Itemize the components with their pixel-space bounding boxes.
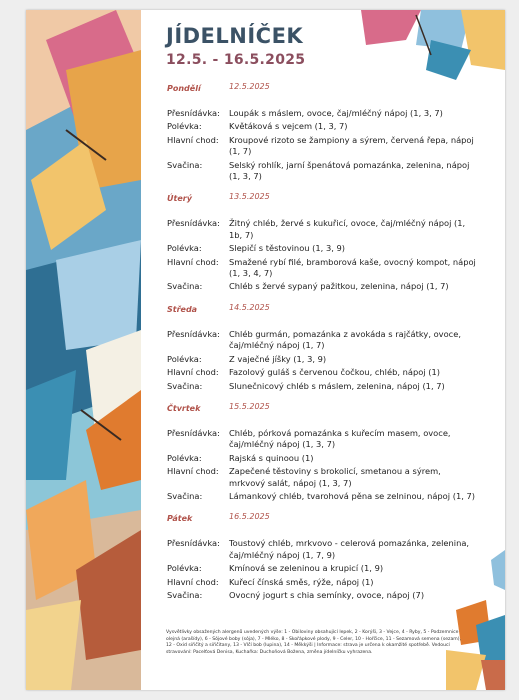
day-section	[167, 302, 477, 392]
meal-label: Hlavní chod:	[167, 134, 219, 145]
day-name: Čtvrtek	[167, 403, 201, 413]
meal-label: Svačina:	[167, 589, 203, 600]
meal-value: Fazolový guláš s červenou čočkou, chléb, nápoj (1)	[229, 367, 440, 378]
day-name: Pátek	[167, 514, 193, 524]
meal-value: Z vaječné jíšky (1, 3, 9)	[229, 353, 327, 364]
meal-label: Polévka:	[167, 353, 202, 364]
meal-label: Svačina:	[167, 490, 203, 501]
meal-label: Svačina:	[167, 380, 203, 391]
meal-label: Hlavní chod:	[167, 576, 219, 587]
day-date: 13.5.2025	[229, 192, 270, 202]
meal-value: Žitný chléb, žervé s kukuřicí, ovoce, čaj/mléčný nápoj (1, 1b, 7)	[229, 218, 466, 240]
menu-row	[167, 563, 477, 574]
meal-value: Kmínová se zeleninou a krupicí (1, 9)	[229, 563, 384, 574]
menu-row	[167, 381, 477, 392]
menu-row	[167, 160, 477, 183]
menu-row	[167, 590, 477, 601]
meal-value: Selský rohlík, jarní špenátová pomazánka, zelenina, nápoj (1, 3, 7)	[229, 159, 470, 182]
meal-label: Polévka:	[167, 243, 202, 254]
butterfly-decoration-top	[321, 10, 505, 80]
day-name: Středa	[167, 304, 198, 314]
menu-row	[167, 577, 477, 588]
menu-row	[167, 491, 477, 502]
meal-label: Přesnídávka:	[167, 218, 220, 229]
meal-label: Polévka:	[167, 452, 202, 463]
menu-row	[167, 354, 477, 365]
meal-label: Přesnídávka:	[167, 427, 220, 438]
day-date: 12.5.2025	[229, 82, 270, 91]
day-section	[167, 514, 477, 601]
meal-value: Zapečené těstoviny s brokolicí, smetanou a sýrem, mrkvový salát, nápoj (1, 3, 7)	[229, 466, 441, 488]
meal-value: Rajská s quinoou (1)	[229, 452, 314, 463]
menu-row	[167, 281, 477, 292]
meal-value: Květáková s vejcem (1, 3, 7)	[229, 121, 348, 132]
page-title: JÍDELNÍČEK	[166, 24, 304, 48]
day-section	[167, 194, 477, 292]
date-range: 12.5. - 16.5.2025	[166, 52, 306, 68]
meal-value: Kuřecí čínská směs, rýže, nápoj (1)	[229, 576, 374, 587]
menu-row	[167, 135, 477, 158]
meal-label: Polévka:	[167, 121, 202, 132]
menu-row	[167, 466, 477, 489]
day-date: 15.5.2025	[229, 401, 270, 411]
meal-label: Polévka:	[167, 563, 202, 574]
allergen-footer: Vysvětlivky obsažených alergenů uvedených výše: 1 - Obiloviny obsahující lepek, 2 - Korýši, 3 - Vejce, 4 - Ryby, 5 - Podzemnice olejná (arašídy), 6 - Sójové boby (sója), 7 - Mléko, 8 - Skořápkové plody, 9 - Celer, 10 - Hořčice, 11 - Sezamová semena (sezam), 12 - Oxid siřičitý a siřičitany, 13 - Vlčí bob (lupina), 14 - Měkkýši | Informace: strava je určena k okamžité spotřebě. Vedoucí stravování: Pacelťová Denisa, Kuchařka: Duchoňová Božena, změna jídelníčku vyhrazena.	[166, 630, 461, 655]
menu-row	[167, 453, 477, 464]
day-name: Úterý	[167, 194, 192, 204]
menu-days	[167, 84, 477, 613]
meal-label: Hlavní chod:	[167, 256, 219, 267]
meal-label: Hlavní chod:	[167, 367, 219, 378]
meal-label: Přesnídávka:	[167, 538, 220, 549]
menu-row	[167, 121, 477, 132]
day-date: 16.5.2025	[229, 512, 270, 522]
meal-value: Toustový chléb, mrkvovo - celerová pomazánka, zelenina, čaj/mléčný nápoj (1, 7, 9)	[229, 538, 470, 560]
meal-value: Slunečnicový chléb s máslem, zelenina, nápoj (1, 7)	[229, 380, 445, 391]
menu-row	[167, 257, 477, 280]
day-date: 14.5.2025	[229, 302, 270, 312]
menu-row	[167, 538, 477, 561]
day-section	[167, 401, 477, 502]
menu-row	[167, 428, 477, 451]
meal-value: Ovocný jogurt s chia semínky, ovoce, nápoj (7)	[229, 589, 425, 600]
meal-value: Kroupové rizoto se žampiony a sýrem, červená řepa, nápoj (1, 7)	[229, 134, 474, 157]
meal-label: Svačina:	[167, 159, 203, 170]
meal-value: Chléb s žervé sypaný pažitkou, zelenina, nápoj (1, 7)	[229, 281, 449, 292]
butterfly-decoration-left	[26, 10, 141, 690]
meal-value: Smažené rybí filé, bramborová kaše, ovocný kompot, nápoj (1, 3, 4, 7)	[229, 256, 476, 279]
menu-row	[167, 108, 477, 119]
day-name: Pondělí	[167, 84, 201, 93]
menu-page	[26, 10, 505, 690]
meal-value: Chléb gurmán, pomazánka z avokáda s rajčátky, ovoce, čaj/mléčný nápoj (1, 7)	[229, 328, 461, 351]
meal-value: Loupák s máslem, ovoce, čaj/mléčný nápoj (1, 3, 7)	[229, 108, 443, 118]
menu-row	[167, 218, 477, 241]
meal-value: Lámankový chléb, tvarohová pěna se zelninou, nápoj (1, 7)	[229, 490, 476, 501]
meal-value: Slepičí s těstovinou (1, 3, 9)	[229, 243, 346, 254]
meal-value: Chléb, pórková pomazánka s kuřecím masem, ovoce, čaj/mléčný nápoj (1, 3, 7)	[229, 427, 451, 450]
meal-label: Přesnídávka:	[167, 108, 220, 118]
meal-label: Hlavní chod:	[167, 466, 219, 477]
menu-row	[167, 329, 477, 352]
menu-row	[167, 243, 477, 254]
day-section	[167, 84, 477, 182]
meal-label: Svačina:	[167, 281, 203, 292]
menu-row	[167, 367, 477, 378]
meal-label: Přesnídávka:	[167, 328, 220, 339]
